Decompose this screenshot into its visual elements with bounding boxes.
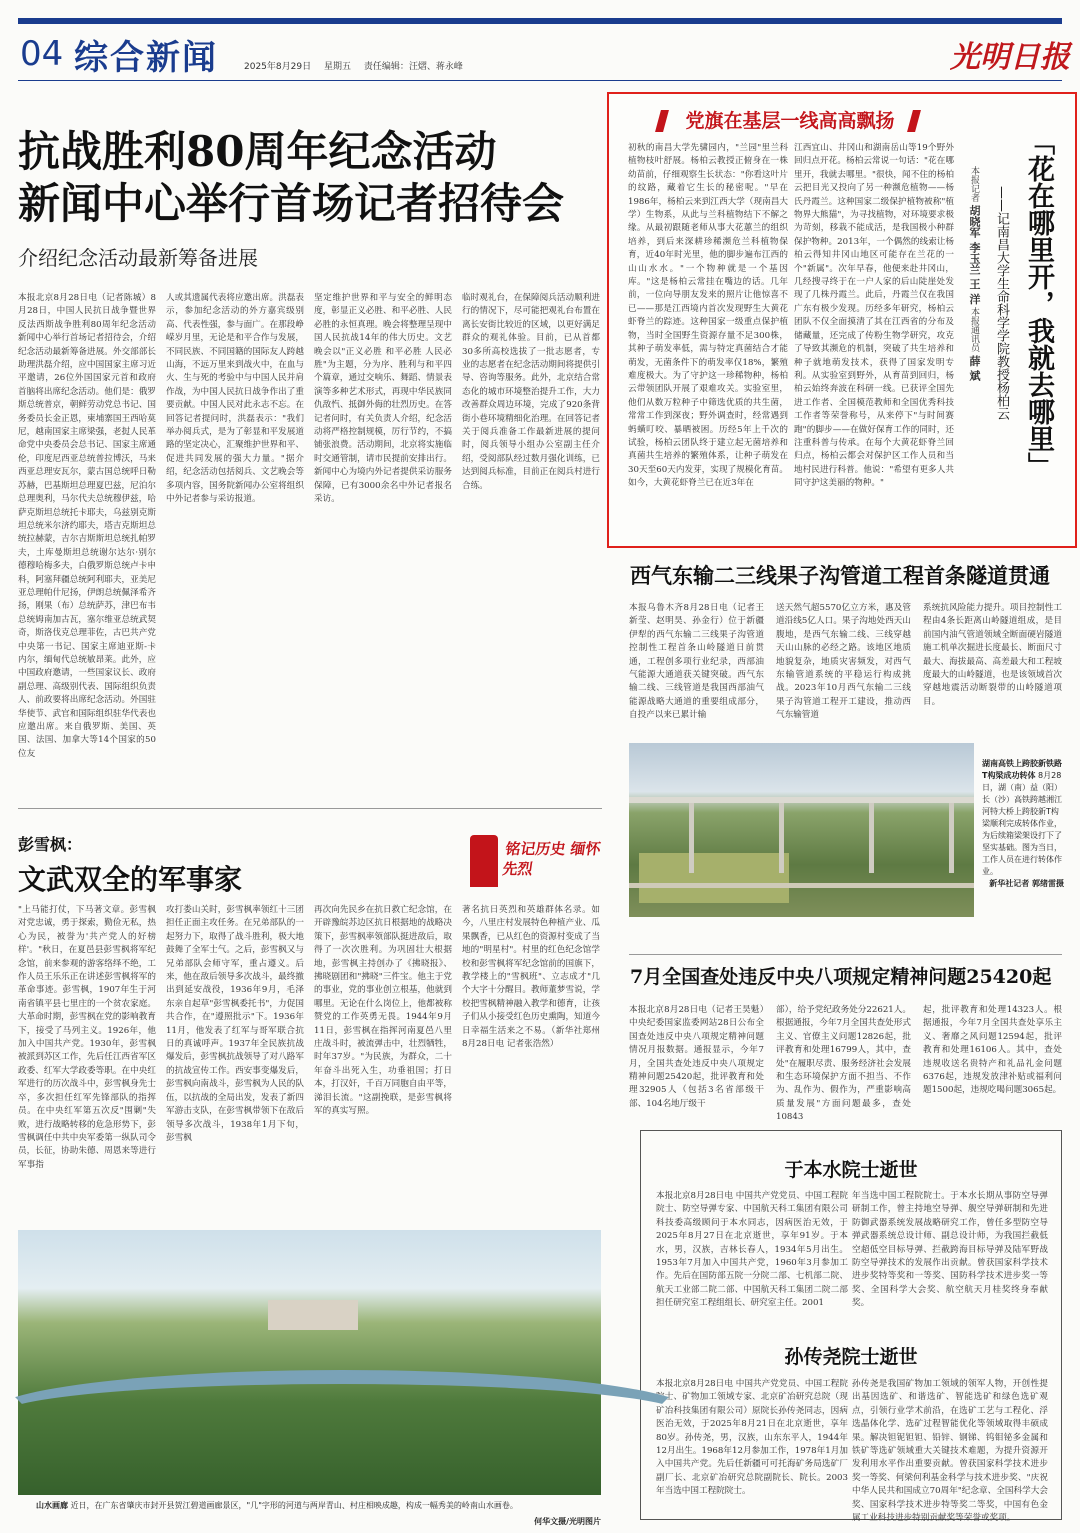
obit2-column-2: 孙传尧是我国矿物加工领域的领军人物，开创性提出基因选矿、和谐选矿、智能选矿和绿色选矿观点，引领行业学术前沿，在选矿工艺与工程化、浮选晶体化学、选矿过程智能优化等领域取得丰硕成果。解决钽铌钽钽、铅锌、钢锑、钨钼铋多金属和铁矿等选矿领域重大关键技术难题，为提升资源开发利用水平作出重要贡献。曾获国家科学技术进步奖一等奖、何梁何利基金科学与技术进步奖、"庆祝中华人民共和国成立70周年"纪念章、全国科学大会奖、国家科学技术进步特等奖二等奖，中国有色金属工业科技进步特别贡献奖等荣誉或奖项。 bbox=[852, 1379, 1048, 1524]
memorial-badge bbox=[470, 835, 600, 891]
landscape-photo bbox=[18, 1230, 601, 1495]
photo-pier bbox=[779, 803, 784, 873]
lead-headline-line1: 抗战胜利80周年纪念活动 bbox=[18, 127, 497, 176]
obit1-column-2: 年当选中国工程院院士。于本水长期从事防空导弹研制工作，曾主持地空导弹、舰空导弹研制和先进防御武器系统发展战略研究工作，曾任多型防空导弹武器系统总设计师、副总设计师，为我国拦截低空超低空目标导弹、拦截跨海目标导弹及陆军野战防空导弹技术的发展作出贡献。曾获国家科学技术进步奖特等奖和一等奖、国防科学技术进步奖一等奖、全国科学大会奖、航空航天月桂奖终身奉献奖。 bbox=[852, 1191, 1048, 1309]
landscape-caption bbox=[36, 1500, 601, 1511]
byline2-name: 薛 斌 bbox=[968, 355, 981, 381]
lead-headline-line2: 新闻中心举行首场记者招待会 bbox=[18, 179, 565, 228]
obit1-column-1: 本报北京8月28日电 中国共产党党员、中国工程院院士、防空导弹专家、中国航天科工集团有限公司科技委高级顾问于本水同志，因病医治无效，于2025年8月27日在北京逝世，享年91岁。于本水，男，汉族，吉林长春人，1934年5月出生。1953年7月加入中国共产党，1960年3月参加工作。先后在国防部五院一分院二部、七机部二院、航天工业部二院二部、中国航天科工集团二院二部担任研究室工程组组长、研究室主任。2001 bbox=[656, 1191, 848, 1309]
peng-headline: 文武双全的军事家 bbox=[18, 863, 243, 896]
lead-column-4: 临时观礼台，在保障阅兵活动顺利进行的情况下，尽可能把观礼台布置在离长安街比较近的区域，以更好满足群众的观礼体验。目前，已从首都30多所高校选拔了一批志愿者，专业的志愿者在纪念活动期间将提供引导、咨询等服务。此外，北京结合常态化的城市环境整治提升工作，大力改善群众周边环境，完成了920条背街小巷环境精细化治理。在回答记者关于阅兵准备工作最新进展的提问时，阅兵领导小组办公室副主任介绍，受阅部队经过数月强化训练，已达到阅兵标准，目前正在阅兵村进行合练。 bbox=[462, 293, 600, 491]
photo-field bbox=[639, 853, 789, 903]
tunnel-headline: 西气东输二三线果子沟管道工程首条隧道贯通 bbox=[630, 563, 1050, 588]
feature-subtitle: ——记南昌大学生命科学学院教授杨柏云 bbox=[994, 186, 1009, 420]
photo-pier bbox=[869, 803, 874, 873]
memorial-badge-text: 铭记历史 缅怀先烈 bbox=[501, 840, 602, 878]
feature-byline bbox=[968, 166, 980, 381]
peng-column-1: "上马能打仗，下马著文章。彭雪枫对党忠诚，勇于探索，勤俭无私，热心为民，被誉为'共产党人的好榜样'。"秋日，在夏邑县彭雪枫将军纪念馆，前来参观的游客络绎不绝，工作人员王乐乐正在讲述彭雪枫将军的革命事迹。彭雪枫，1907年生于河南省镇平县七里庄的一个贫农家庭。大革命时期，彭雪枫在党的影响教育下，接受了马列主义。1926年，他加入中国共产党。1930年，彭雪枫被派到苏区工作，先后任江西省军区政委、红军大学政委等职。在中央红军进行的历次战斗中，彭雪枫身先士卒，多次担任红军先锋部队的指挥员。在中央红军第五次反"围剿"失败，进行战略转移的危急形势下，彭雪枫调任中共中央军委第一纵队司令员，长征，协助朱德、周恩来等进行军事指 bbox=[18, 905, 156, 1170]
section-title: 综合新闻 bbox=[74, 38, 218, 78]
page-number: 04 bbox=[20, 34, 64, 74]
masthead-meta bbox=[244, 59, 473, 72]
landscape-caption-text: 近日，在广东省肇庆市封开县贺江碧道画廊景区，"几"字形的河道与两岸青山、村庄相映成趣，构成一幅秀美的岭南山水画卷。 bbox=[70, 1501, 518, 1510]
lead-headline bbox=[18, 126, 564, 230]
bridge-caption-title: 湖南高铁上跨胶新铁路T构梁成功转体 bbox=[982, 759, 1062, 780]
feature-box-title: 党旗在基层一线高高飘扬 bbox=[685, 110, 895, 132]
bridge-caption-credit: 新华社记者 郭绪雷摄 bbox=[989, 879, 1064, 888]
masthead-bar bbox=[18, 18, 1062, 24]
tunnel-column-1: 本报乌鲁木齐8月28日电（记者王新莹、赵明昊、孙金行）位于新疆伊犁的西气东输二三线果子沟管道控制性工程首条山岭隧道日前贯通，工程创多项行业纪录，西部油气能源大通道获关键突破。西气东输二线、三线管道是我国西部油气能源战略大通道的重要组成部分，自投产以来已累计输 bbox=[629, 603, 764, 721]
photo-bridge bbox=[629, 797, 974, 803]
eightpoint-column-1: 本报北京8月28日电（记者王昊魁）中央纪委国家监委网站28日公布全国查处违反中央八项规定精神问题情况月报数据。通报显示，今年7月，全国共查处违反中央八项规定精神问题25420起，批评教育和处理32905人（包括3名省部级干部、104名地厅级干 bbox=[629, 1005, 764, 1109]
lead-separator bbox=[18, 808, 602, 809]
photo-river bbox=[0, 1370, 696, 1458]
tunnel-column-2: 送天然气超5570亿立方米，惠及管道沿线5亿人口。果子沟地处西天山腹地，是西气东输二线、三线穿越天山山脉的必经之路。该地区地质地貌复杂，地质灾害频发，对西气东输管道系统的平稳运行构成挑战。2023年10月西气东输二三线果子沟管道工程开工建设，推动西气东输管道 bbox=[776, 603, 911, 721]
lead-column-2: 人或其遗属代表将应邀出席。洪磊表示，参加纪念活动的外方嘉宾级别高、代表性强，参与面广。在那段峥嵘岁月里，无论是和平合作与发展，不同民族、不同国籍的国际友人跨越山海，不远万里来到战火中，在血与火、生与死的考验中与中国人民并肩作战，为中国人民抗日战争作出了重要贡献。中国人民对此永志不忘。在回答记者提问时，洪磊表示："我们举办阅兵式，是为了彰显和平发展道路的坚定决心，汇聚维护世界和平、促进共同发展的强大力量。"据介绍，纪念活动包括阅兵、文艺晚会等多项内容，国务院新闻办公室将组织中外记者参与采访报道。 bbox=[166, 293, 304, 505]
photo-village bbox=[268, 1300, 358, 1330]
lead-column-1: 本报北京8月28日电（记者陈城）8月28日，中国人民抗日战争暨世界反法西斯战争胜利80周年纪念活动新闻中心举行首场记者招待会，介绍纪念活动最新筹备进展。外交部部长助理洪磊介绍，应中国国家主席习近平邀请，26位外国国家元首和政府首脑将出席纪念活动。他们是：俄罗斯总统普京，朝鲜劳动党总书记、国务委员长金正恩，柬埔寨国王西哈莫尼，越南国家主席梁强，老挝人民革命党中央委员会总书记、国家主席通伦，印度尼西亚总统普拉博沃，马来西亚总理安瓦尔，蒙古国总统呼日勒苏赫，巴基斯坦总理夏巴兹，尼泊尔总理奥利，马尔代夫总统穆伊兹，哈萨克斯坦总统托卡耶夫，乌兹别克斯坦总统米尔济约耶夫，塔吉克斯坦总统拉赫蒙，吉尔吉斯斯坦总统扎帕罗夫，土库曼斯坦总统谢尔达尔·别尔德穆哈梅多夫，白俄罗斯总统卢卡申科，阿塞拜疆总统阿利耶夫，亚美尼亚总理帕什尼扬，伊朗总统佩泽希齐扬，刚果（布）总统萨苏，津巴布韦总统姆南加古瓦，塞尔维亚总统武契奇，斯洛伐克总理菲佐，古巴共产党中央第一书记、国家主席迪亚斯-卡内尔，缅甸代总统敏昂莱。此外，应中国政府邀请，一些国家议长、政府副总理、高级别代表、国际组织负责人、前政要将出席纪念活动。外国驻华使节、武官和国际组织驻华代表也应邀出席。来自俄罗斯、美国、英国、法国、加拿大等14个国家的50位友 bbox=[18, 293, 156, 759]
bridge-caption-text: 8月28日，湖（南）益（阳）长（沙）高铁跨越湘江河特大桥上跨胶新T构梁顺利完成转体作业，为后续箱梁架设打下了坚实基础。图为当日，工作人员在进行转体作业。 bbox=[982, 771, 1062, 876]
editor-credit: 责任编辑：汪熠、蒋永峰 bbox=[363, 62, 463, 72]
byline-label: 本报记者 bbox=[969, 166, 979, 202]
feature-headline: 「花在哪里开，我就去哪里」 bbox=[1023, 128, 1054, 479]
feature-column-2: 江西宜山、井冈山和湖南岳山等19个野外回归点开花。杨柏云常说一句话："花在哪里开，我就去哪里。"很快，闻不住的杨柏云把目光又投向了另一种濒危植物——杨氏丹霞兰。这种国家二级保护植物被称"植物界大熊猫"，为寻找植物，对环境要求极为苛刻，移栽不能成活，是我国极小种群保护物种。2013年，一个偶然的线索让杨柏云得知井冈山地区可能存在兰花的一个"新属"。次年早春，他便来赴井冈山，几经搜寻终于在一户人家的后山陡崖处发现了几株丹霞兰。此后，丹霞兰仅在我国广东有极少发现。历经多年研究，杨柏云团队不仅全面摸清了其在江西省的分布及储藏量，还完成了传粉生物学研究，攻克了导致其濒危的机制，突破了共生培养和种子就地萌发技术，获得了国家发明专利。从实验室到野外，从育苗到回归，杨柏云始终奔波在科研一线。已获评全国先进工作者、全国模范教师和全国优秀科技工作者等荣誉称号，从来停下"与时间赛跑"的脚步——在做好保育工作的同时，还注重科普与传承。在每个大黄花虾脊兰回归点，杨柏云都会对保护区工作人员和当地村民进行科普。他说："希望有更多人共同守护这美丽的物种。" bbox=[794, 143, 954, 489]
landscape-caption-title: 山水画廊 bbox=[36, 1501, 68, 1510]
lead-subtitle: 介绍纪念活动最新筹备进展 bbox=[18, 246, 258, 270]
bridge-photo bbox=[629, 743, 974, 917]
flag-icon bbox=[470, 835, 498, 887]
lead-column-3: 坚定维护世界和平与安全的鲜明态度，彰显正义必胜、和平必胜、人民必胜的永恒真理。晚会将整理呈现中国人民抗战14年的伟大历史。文艺晚会以"正义必胜 和平必胜 人民必胜"为主题，分为序、胜利与和平四个篇章，通过交响乐、舞蹈、情景表演等多种艺术形式，再现中华民族同仇敌忾、抵御外侮的壮烈历史。在答记者问时，有关负责人介绍，纪念活动将严格控制规模，厉行节约，不搞铺张浪费。活动期间，北京将实施临时交通管制，请市民提前安排出行。新闻中心为境内外记者提供采访服务保障，已有3000余名中外记者报名采访。 bbox=[314, 293, 452, 505]
byline-names: 胡晓军 李玉兰 王 洋 bbox=[968, 204, 981, 305]
eightpoint-column-2: 部），给予党纪政务处分22621人。根据通报，今年7月全国共查处形式主义、官僚主义问题12826起，批评教育和处理16799人，其中，查处"在履职尽责、服务经济社会发展和生态环境保护方面不担当、不作为、乱作为、假作为，严重影响高质量发展"方面问题最多，查处10843 bbox=[776, 1005, 911, 1123]
eightpoint-column-3: 起，批评教育和处理14323人。根据通报，今年7月全国共查处享乐主义、奢靡之风问题12594起，批评教育和处理16106人。其中，查处违规收送名贵特产和礼品礼金问题6376起，违规发放津补贴或福利问题1500起，违规吃喝问题3065起。 bbox=[923, 1005, 1062, 1096]
tunnel-column-3: 系统抗风险能力提升。项目控制性工程由4条长距离山岭隧道组成，是目前国内油气管道领域全断面硬岩隧道施工机单次掘进长度最长、断面尺寸最大、海拔最高、高差最大和工程坡度最大的山岭隧道，也是该领域首次穿越地震活动断裂带的山岭隧道项目。 bbox=[923, 603, 1062, 707]
obit2-headline: 孙传尧院士逝世 bbox=[784, 1346, 918, 1368]
peng-column-4: 著名抗日英烈和英雄群体名录。如今，八里庄村发展特色种植产业、瓜果飘香，已从红色的资源村变成了当地的"明星村"。村里的红色纪念馆学校和彭雪枫将军纪念馆前的国旗下，教学楼上的"雪枫班"、立志成才"几个大字十分醒目。教师董梦雪说，学校把雪枫精神融入教学和德育，让孩子们从小接受红色历史熏陶，知道今日幸福生活来之不易。（新华社郑州8月28日电 记者张浩然） bbox=[462, 905, 600, 1050]
obit2-column-1: 本报北京8月28日电 中国共产党党员、中国工程院院士、矿物加工领域专家、北京矿冶研究总院（现矿冶科技集团有限公司）原院长孙传尧同志，因病医治无效，于2025年8月21日在北京逝世，享年80岁。孙传尧，男，汉族，山东东平人，1944年12月出生。1968年12月参加工作，1978年1月加入中国共产党。先后任新疆可可托海矿务局选矿厂副厂长、北京矿冶研究总院副院长、院长。2003年当选中国工程院院士。 bbox=[656, 1379, 848, 1497]
photo-pier bbox=[689, 803, 694, 873]
bridge-caption bbox=[982, 758, 1064, 890]
photo-pier bbox=[949, 803, 954, 873]
byline2-label: 本报通讯员 bbox=[969, 307, 979, 353]
eightpoint-headline: 7月全国查处违反中央八项规定精神问题25420起 bbox=[630, 966, 1052, 988]
issue-weekday: 星期五 bbox=[323, 62, 351, 72]
issue-date: 2025年8月29日 bbox=[244, 62, 312, 72]
eightpoint-rule bbox=[629, 954, 1062, 955]
photo-road bbox=[629, 883, 974, 888]
peng-kicker: 彭雪枫： bbox=[18, 835, 83, 854]
newspaper-logo: 光明日报 bbox=[950, 40, 1070, 75]
masthead-rule bbox=[18, 80, 1062, 81]
landscape-credit: 何华文摄/光明图片 bbox=[534, 1517, 601, 1526]
obit1-headline: 于本水院士逝世 bbox=[784, 1159, 918, 1181]
peng-column-3: 再次向先民乡在抗日救亡纪念馆，在开辟豫皖苏边区抗日根据地的战略决策下，彭雪枫率领部队挺进敌后，取得了一次次胜利。为巩固壮大根据地，彭雪枫主持创办了《拂晓报》、拂晓剧团和"拂晓"三件宝。他主于党的事业，党的事业创立根基，他就到哪里。无论在什么岗位上，他都被称赞党的工作英勇无畏。1944年9月11日，彭雪枫在指挥河南夏邑八里庄战斗时，被流弹击中，壮烈牺牲，时年37岁。"为民族，为群众，二十年奋斗出死入生，功垂祖国；打日本，打汉奸，千百万同胞自由平等，涕泪长流。"这副挽联，是彭雪枫将军的真实写照。 bbox=[314, 905, 452, 1117]
peng-column-2: 攻打娄山关时，彭雪枫率领红十三团担任正面主攻任务。在兄弟部队的一起努力下，取得了战斗胜利，极大地鼓舞了全军士气。之后，彭雪枫又与兄弟部队会师守军，重占遵义。后来，他在敌后领导多次战斗，最终撤出到延安战役，1936年9月，毛泽东亲自起草"彭雪枫委托书"，力促国共合作，在"遵照批示"下。1936年11月，他发表了红军与哥军联合抗日的真诚呼声。1937年全民族抗战爆发后，彭雪枫抗战领导了对八路军的抗战宣传工作。西安事变爆发后，彭雪枫向南战斗，彭雪枫为人民的队伍，以抗战的全局出发，发表了新四军游击支队，在彭雪枫带领下在敌后领导多次战斗，1938年1月下旬，彭雪枫 bbox=[166, 905, 304, 1143]
feature-column-1: 初秋的南昌大学先骕园内，"兰园"里兰科植物枝叶舒展。杨柏云教授正俯身在一株幼苗前，仔细观察生长状态："你看这叶片的纹路，藏着它生长的秘密呢。"早在1986年，杨柏云来到江西大学（现南昌大学）生物系，从此与兰科植物结下不解之缘。从最初跟随老师从事大花蕙兰的组织培养，到后来深耕珍稀濒危兰科植物保育，近40年时光里，他的脚步遍布江西的山山水水。"一个物种就是一个基因库。"这是杨柏云常挂在嘴边的话。几年前，一位向导朋友发来的照片让他惊喜不已——那是江西境内首次发现野生大黄花虾脊兰的踪迹。这种国家一级重点保护植物，当时全国野生资源存量不足300株，其种子萌发率低，需与特定真菌结合才能萌发，无菌条件下的萌发率仅18%，繁殖难度极大。为了守护这一珍稀物种，杨柏云带领团队开展了艰难攻关。实验室里，他们从数万粒种子中筛选优质的共生菌，常常工作到深夜；野外调查时，经常遇到蚂蟥叮咬、暴晒被困。历经5年上千次的试验，杨柏云团队终于建立起无菌培养和真菌共生培养的繁殖体系，让种子萌发在30天至60天内发芽，实现了规模化育苗。如今，大黄花虾脊兰已在近3年在 bbox=[628, 143, 788, 489]
